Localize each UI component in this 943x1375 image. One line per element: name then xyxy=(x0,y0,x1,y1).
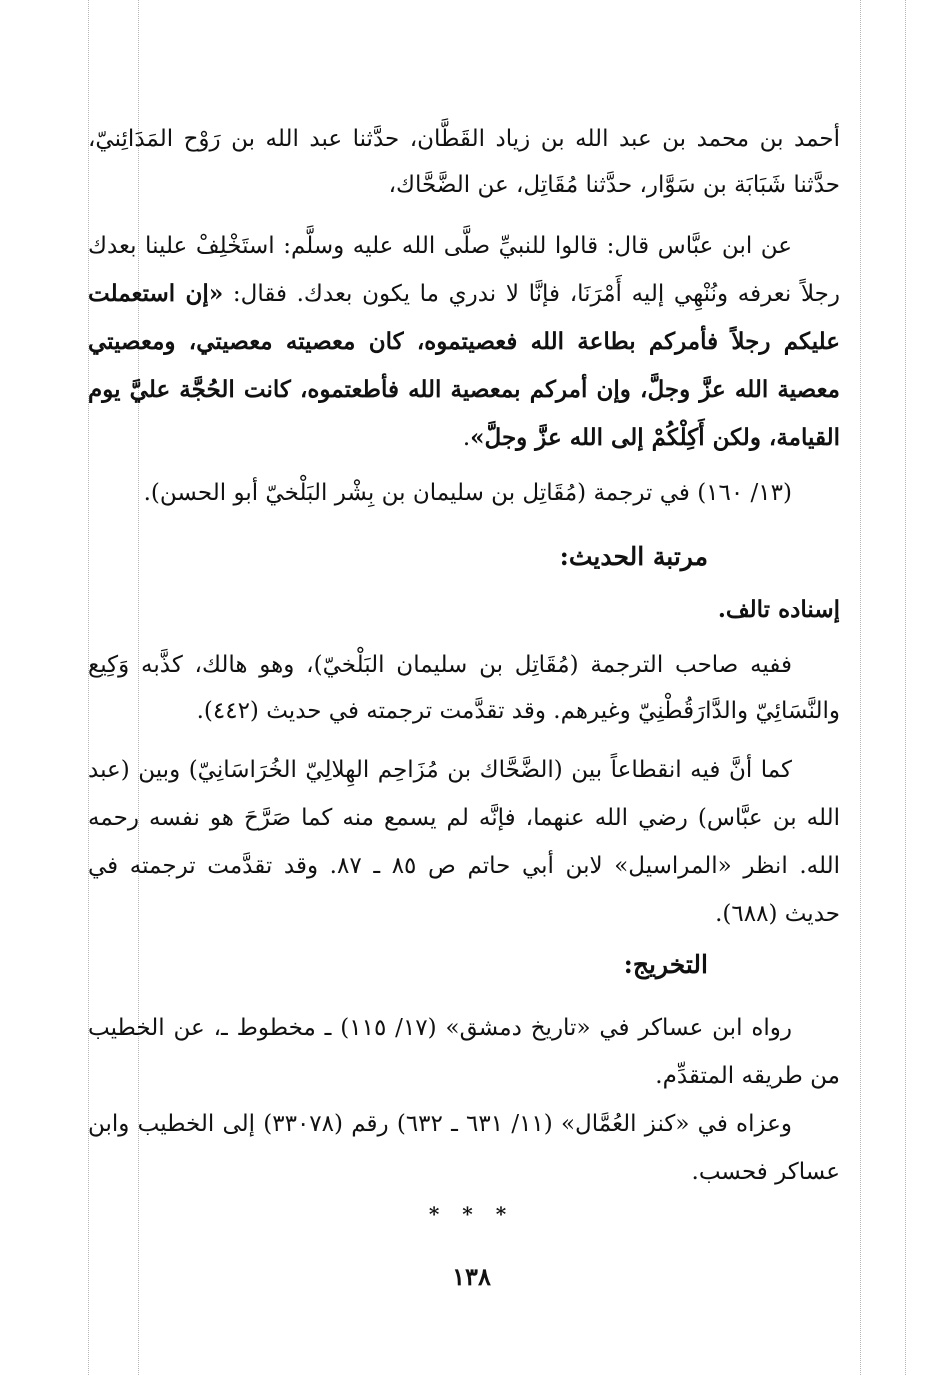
isnad-text: أحمد بن محمد بن عبد الله بن زياد القَطَّان، حدَّثنا عبد الله بن رَوْح المَدَائِنيّ، حدَّثنا شَبَابَة بن سَوَّار، حدَّثنا مُقَاتِل، عن الضَّحَّاك، xyxy=(88,126,840,198)
rank-paragraph-1 xyxy=(88,642,840,734)
page-number: ١٣٨ xyxy=(452,1262,491,1291)
rank-paragraph-1-text: ففيه صاحب الترجمة (مُقَاتِل بن سليمان البَلْخيّ)، وهو هالك، كذَّبه وَكِيع والنَّسَائِيّ والدَّارَقُطْنِيّ وغيرهم. وقد تقدَّمت ترجمته في حديث (٤٤٢). xyxy=(88,652,840,724)
source-reference xyxy=(88,470,840,516)
matn-end: . xyxy=(462,425,471,451)
isnad-paragraph xyxy=(88,116,840,208)
scan-guide-line xyxy=(905,0,906,1375)
takhrij-paragraph-1 xyxy=(88,1004,840,1100)
rank-heading: مرتبة الحديث: xyxy=(559,542,708,571)
scan-guide-line xyxy=(860,0,861,1375)
section-separator: * * * xyxy=(428,1202,515,1226)
takhrij-paragraph-1-text: رواه ابن عساكر في «تاريخ دمشق» (١٧/ ١١٥) ـ مخطوط ـ، عن الخطيب من طريقه المتقدِّم. xyxy=(88,1015,840,1089)
rank-verdict: إسناده تالف. xyxy=(717,596,840,623)
rank-paragraph-2 xyxy=(88,746,840,938)
matn-paragraph xyxy=(88,222,840,462)
matn-intro: عن ابن عبَّاس قال: قالوا للنبيِّ صلَّى الله عليه وسلَّم: استَخْلِفْ علينا بعدك رجلاً نعرفه ونُنْهِي إليه أَمْرَنَا، فإنَّا لا ندري ما يكون بعدك. فقال: xyxy=(88,233,840,307)
hadith-quote: «إن استعملت عليكم رجلاً فأمركم بطاعة الله فعصيتموه، كان معصيته معصيتي، ومعصيتي معصية الله عزَّ وجلَّ، وإن أمركم بمعصية الله فأطعتموه، كانت الحُجَّة عليَّ يوم القيامة، ولكن أَكِلْكُمْ إلى الله عزَّ وجلَّ» xyxy=(88,280,840,451)
takhrij-paragraph-2-text: وعزاه في «كنز العُمَّال» (١١/ ٦٣١ ـ ٦٣٢) رقم (٣٣٠٧٨) إلى الخطيب وابن عساكر فحسب. xyxy=(88,1111,840,1185)
source-reference-text: (١٣/ ١٦٠) في ترجمة (مُقَاتِل بن سليمان بن بِشْر البَلْخيّ أبو الحسن). xyxy=(143,480,792,506)
takhrij-heading: التخريج: xyxy=(623,950,708,979)
takhrij-paragraph-2 xyxy=(88,1100,840,1196)
rank-paragraph-2-text: كما أنَّ فيه انقطاعاً بين (الضَّحَّاك بن مُزَاحِم الهِلالِيّ الخُرَاسَانِيّ) وبين (عبد الله بن عبَّاس) رضي الله عنهما، فإنَّه لم يسمع منه كما صَرَّحَ هو نفسه رحمه الله. انظر «المراسيل» لابن أبي حاتم ص ٨٥ ـ ٨٧. وقد تقدَّمت ترجمته في حديث (٦٨٨). xyxy=(88,757,840,927)
